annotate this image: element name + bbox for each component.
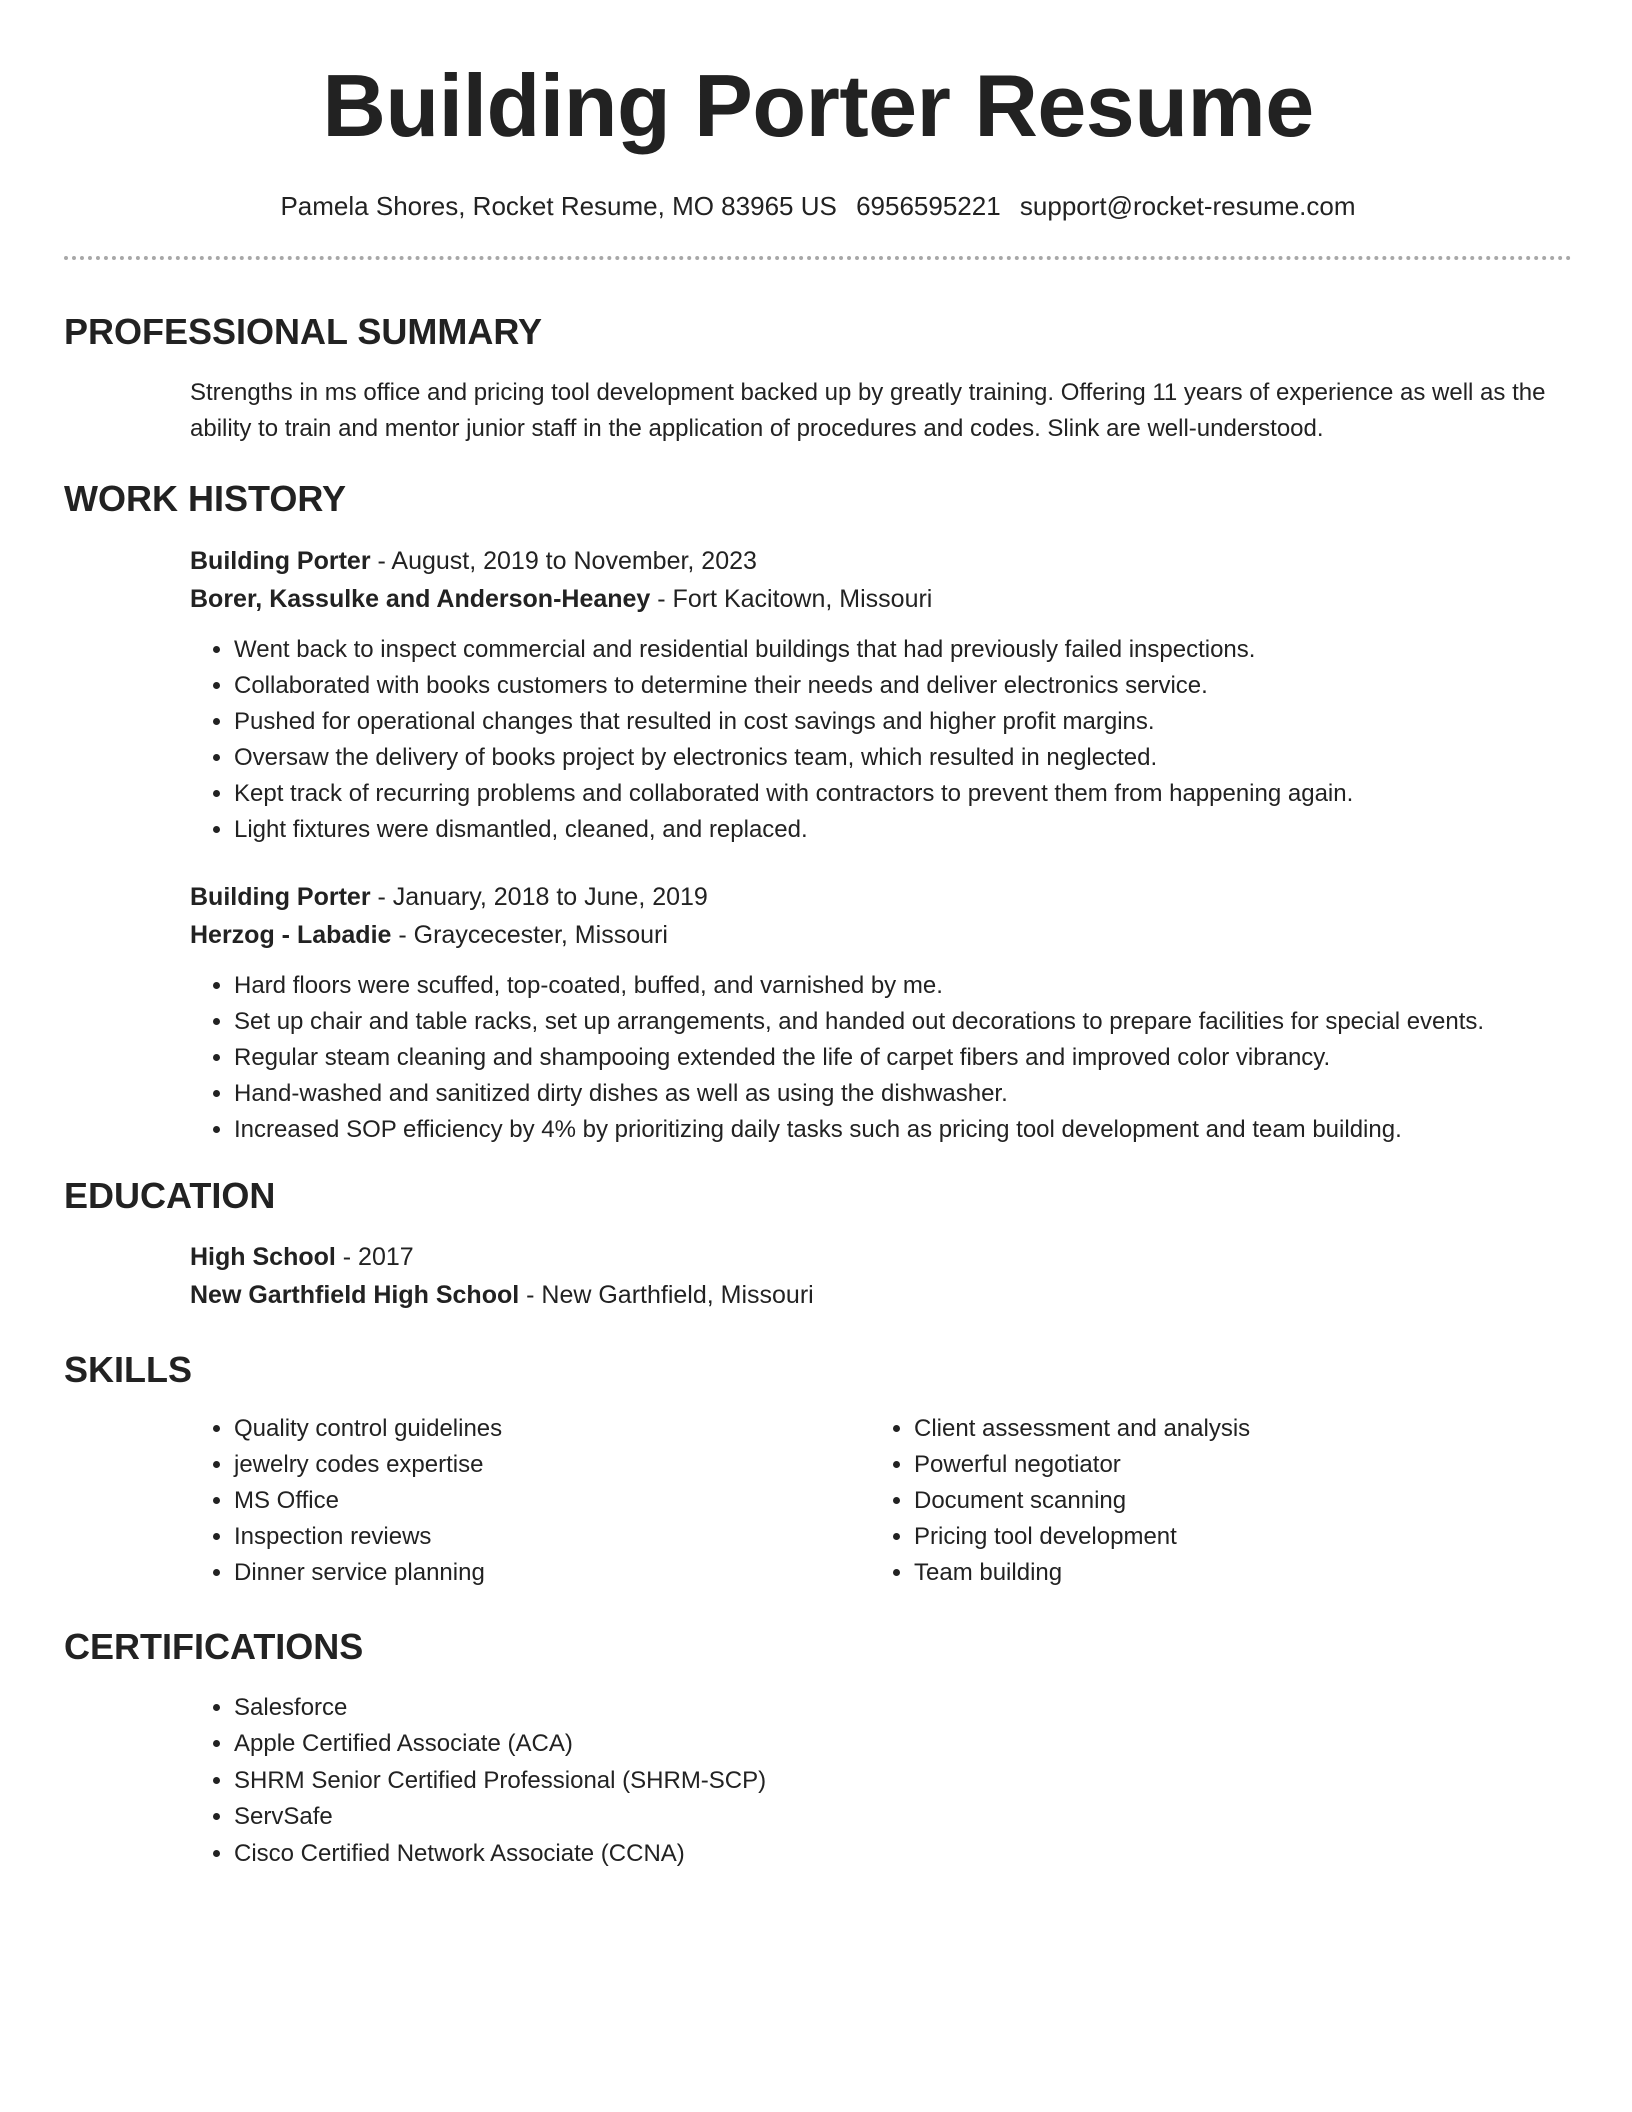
education-entry — [190, 1238, 1572, 1314]
skill-item: • Dinner service planning — [234, 1555, 870, 1591]
job-entry — [190, 542, 1572, 848]
certification-item: • Apple Certified Associate (ACA) — [234, 1726, 1572, 1763]
job-bullet: • Hand-washed and sanitized dirty dishes as well as using the dishwasher. — [234, 1076, 1572, 1112]
certification-item: • SHRM Senior Certified Professional (SHRM-SCP) — [234, 1763, 1572, 1800]
contact-phone: 6956595221 — [856, 190, 1001, 221]
education-degree-line — [190, 1238, 1572, 1276]
header-divider — [64, 256, 1572, 260]
job-bullet: • Collaborated with books customers to determine their needs and deliver electronics service. — [234, 668, 1572, 704]
work-history-heading: WORK HISTORY — [64, 478, 347, 520]
job-title: Building Porter — [190, 547, 371, 576]
contact-address: Pamela Shores, Rocket Resume, MO 83965 US — [280, 190, 837, 221]
job-company: Herzog - Labadie — [190, 921, 392, 950]
job-bullet: • Increased SOP efficiency by 4% by prioritizing daily tasks such as pricing tool development and team building. — [234, 1112, 1572, 1148]
certification-item: • Salesforce — [234, 1690, 1572, 1727]
job-company: Borer, Kassulke and Anderson-Heaney — [190, 585, 651, 614]
job-dates: - January, 2018 to June, 2019 — [370, 883, 708, 912]
job-location: - Fort Kacitown, Missouri — [650, 585, 933, 614]
skill-item: • Team building — [914, 1555, 1550, 1591]
job-bullet: • Went back to inspect commercial and residential buildings that had previously failed inspections. — [234, 632, 1572, 668]
skill-item: • Pricing tool development — [914, 1519, 1550, 1555]
job-entry — [190, 878, 1572, 1148]
certification-item: • ServSafe — [234, 1799, 1572, 1836]
summary-text: Strengths in ms office and pricing tool development backed up by greatly training. Offering 11 years of experience as well as the ability to train and mentor junior staff in the application of procedures and codes. Slink are well-understood. — [190, 379, 1546, 443]
skills-list-left — [190, 1411, 870, 1591]
skill-item: • jewelry codes expertise — [234, 1447, 870, 1483]
skills-heading: SKILLS — [64, 1348, 193, 1390]
contact-email: support@rocket-resume.com — [1019, 190, 1356, 221]
education-degree: High School — [190, 1242, 336, 1271]
education-school: New Garthfield High School — [190, 1280, 520, 1309]
skill-item: • MS Office — [234, 1483, 870, 1519]
skill-item: • Document scanning — [914, 1483, 1550, 1519]
job-bullets — [190, 632, 1572, 848]
certification-item: • Cisco Certified Network Associate (CCNA) — [234, 1836, 1572, 1873]
contact-line — [64, 191, 1572, 222]
job-company-line — [190, 580, 1572, 618]
job-bullet: • Hard floors were scuffed, top-coated, buffed, and varnished by me. — [234, 968, 1572, 1004]
certifications-heading: CERTIFICATIONS — [64, 1625, 364, 1667]
skill-item: • Powerful negotiator — [914, 1447, 1550, 1483]
resume-page — [64, 0, 1572, 1872]
job-bullet: • Light fixtures were dismantled, cleaned, and replaced. — [234, 812, 1572, 848]
summary-heading: PROFESSIONAL SUMMARY — [64, 310, 543, 352]
certifications-list — [190, 1690, 1572, 1873]
education-location: - New Garthfield, Missouri — [519, 1280, 814, 1309]
job-dates: - August, 2019 to November, 2023 — [370, 547, 757, 576]
job-bullets — [190, 968, 1572, 1148]
skill-item: • Client assessment and analysis — [914, 1411, 1550, 1447]
job-bullet: • Kept track of recurring problems and collaborated with contractors to prevent them from happening again. — [234, 776, 1572, 812]
education-heading: EDUCATION — [64, 1175, 276, 1217]
skill-item: • Inspection reviews — [234, 1519, 870, 1555]
job-bullet: • Oversaw the delivery of books project by electronics team, which resulted in neglected. — [234, 740, 1572, 776]
resume-title: Building Porter Resume — [322, 56, 1314, 155]
job-bullet: • Pushed for operational changes that resulted in cost savings and higher profit margins. — [234, 704, 1572, 740]
skill-item: • Quality control guidelines — [234, 1411, 870, 1447]
skills-grid — [190, 1411, 1572, 1591]
job-bullet: • Regular steam cleaning and shampooing extended the life of carpet fibers and improved color vibrancy. — [234, 1040, 1572, 1076]
job-title: Building Porter — [190, 883, 371, 912]
skills-list-right — [870, 1411, 1550, 1591]
job-company-line — [190, 916, 1572, 954]
job-title-line — [190, 878, 1572, 916]
job-location: - Graycecester, Missouri — [391, 921, 668, 950]
job-title-line — [190, 542, 1572, 580]
job-bullet: • Set up chair and table racks, set up arrangements, and handed out decorations to prepare facilities for special events. — [234, 1004, 1572, 1040]
education-school-line — [190, 1276, 1572, 1314]
education-year: - 2017 — [335, 1242, 414, 1271]
